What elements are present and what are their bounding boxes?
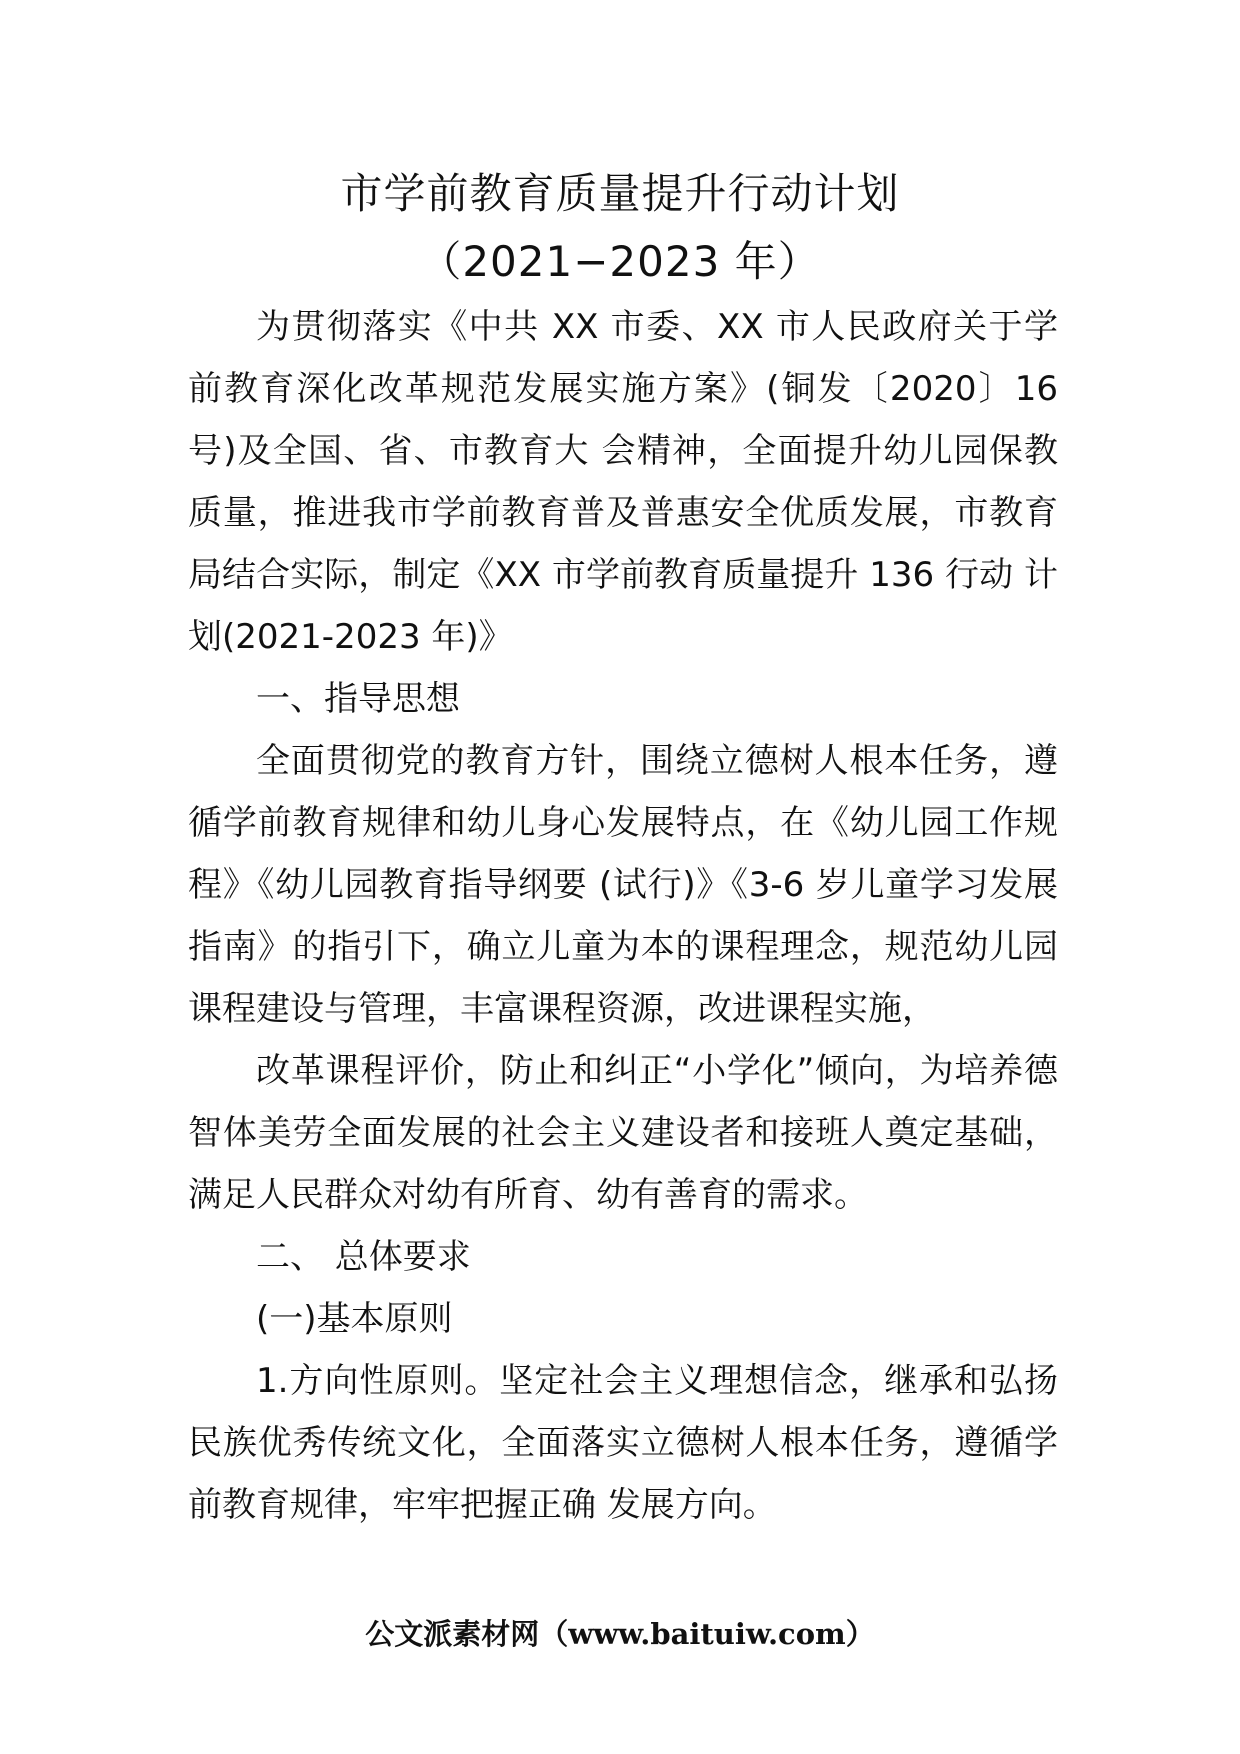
document-title: 市学前教育质量提升行动计划 [340,169,900,218]
intro-paragraph: 为贯彻落实《中共 XX 市委、XX 市人民政府关于学前教育深化改革规范发展实施方案》(铜发〔2020〕16 号)及全国、省、市教育大 会精神，全面提升幼儿园保教质量，推进我市学前教育普及普惠安全优质发展，市教育局结合实际，制定《XX 市学前教育质量提升 136 行动 计划(2021-2023 年)》 [188,307,1058,657]
footer-source-link[interactable]: 公文派素材网（www.baituiw.com） [365,1617,875,1651]
document-body [188,296,1058,1536]
guiding-ideology-paragraph: 全面贯彻党的教育方针，围绕立德树人根本任务，遵循学前教育规律和幼儿身心发展特点，在《幼儿园工作规程》《幼儿园教育指导纲要 (试行)》《3-6 岁儿童学习发展指南》的指引下，确立儿童为本的课程理念，规范幼儿园课程建设与管理，丰富课程资源，改进课程实施， [188,741,1058,1029]
section-heading-overall-requirements: 二、 总体要求 [256,1237,471,1277]
subsection-heading-basic-principles: (一)基本原则 [256,1299,453,1339]
principle-direction-paragraph: 1.方向性原则。坚定社会主义理想信念，继承和弘扬民族优秀传统文化，全面落实立德树人根本任务，遵循学前教育规律，牢牢把握正确 发展方向。 [188,1361,1058,1525]
document-subtitle: （2021−2023 年） [419,237,821,286]
section-heading-guiding-ideology: 一、指导思想 [256,679,460,719]
curriculum-reform-paragraph: 改革课程评价，防止和纠正“小学化”倾向，为培养德智体美劳全面发展的社会主义建设者和接班人奠定基础，满足人民群众对幼有所育、幼有善育的需求。 [188,1051,1058,1215]
